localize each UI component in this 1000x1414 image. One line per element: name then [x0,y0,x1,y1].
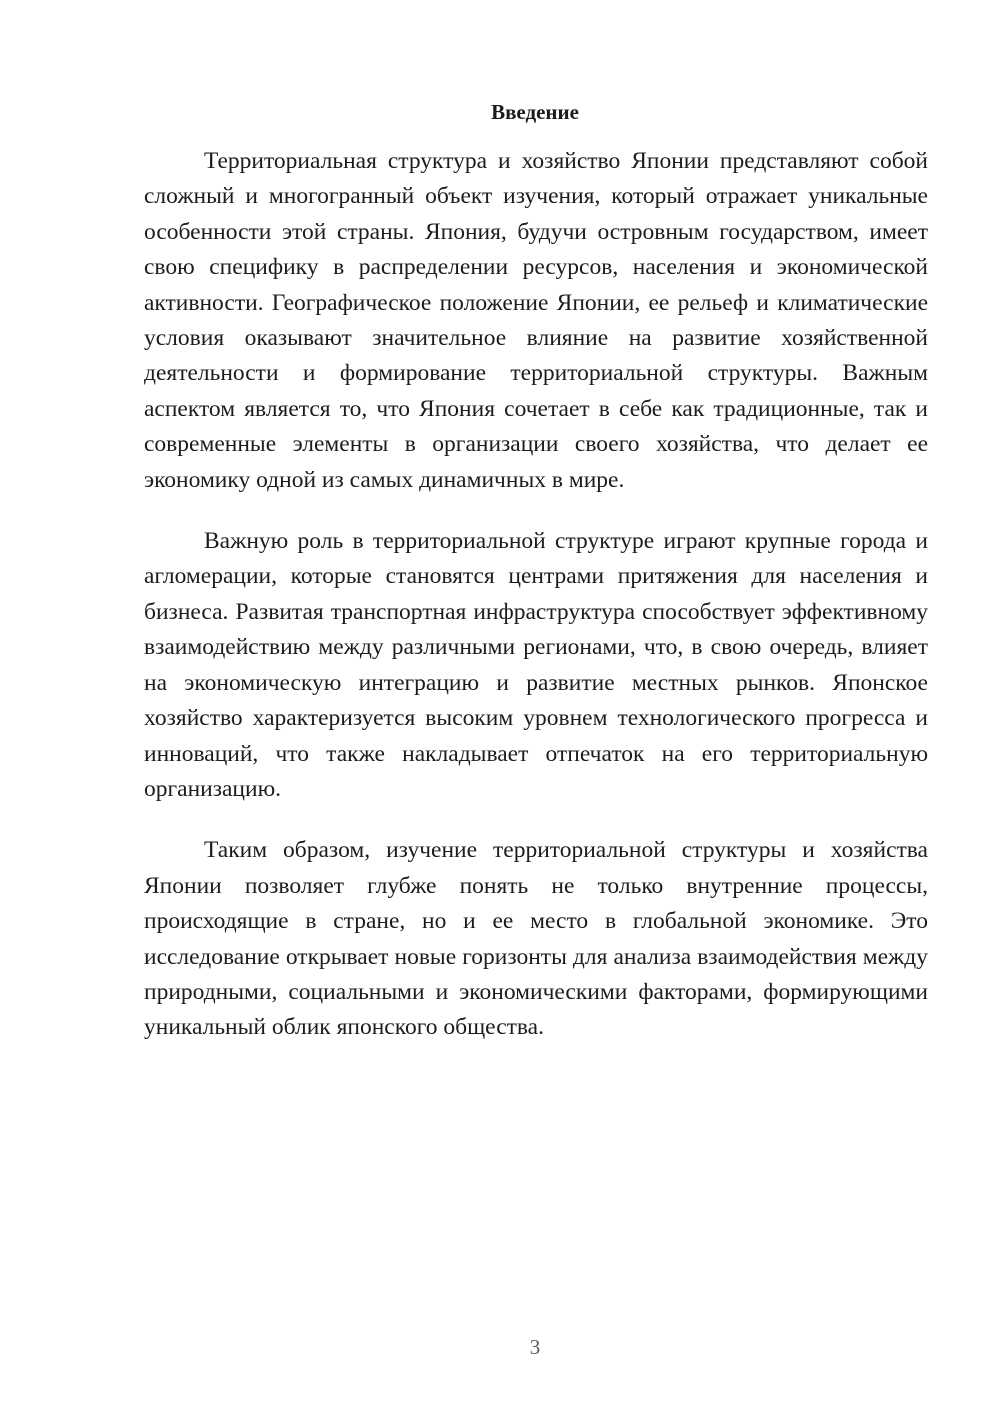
body-text [144,144,928,1072]
paragraph-3: Таким образом, изучение территориальной структуры и хозяйства Японии позволяет глубже понять не только внутренние процессы, происходящие в стране, но и ее место в глобальной экономике. Это исследование открывает новые горизонты для анализа взаимодействия между природными, социальными и экономическими факторами, формирующими уникальный облик японского общества. [144,837,928,1041]
section-title: Введение [491,100,579,124]
paragraph-1: Территориальная структура и хозяйство Японии представляют собой сложный и многогранный объект изучения, который отражает уникальные особенности этой страны. Япония, будучи островным государством, имеет свою специфику в распределении ресурсов, населения и экономической активности. Географическое положение Японии, ее рельеф и климатические условия оказывают значительное влияние на развитие хозяйственной деятельности и формирование территориальной структуры. Важным аспектом является то, что Япония сочетает в себе как традиционные, так и современные элементы в организации своего хозяйства, что делает ее экономику одной из самых динамичных в мире. [144,148,928,493]
paragraph-2: Важную роль в территориальной структуре играют крупные города и агломерации, которые становятся центрами притяжения для населения и бизнеса. Развитая транспортная инфраструктура способствует эффективному взаимодействию между различными регионами, что, в свою очередь, влияет на экономическую интеграцию и развитие местных рынков. Японское хозяйство характеризуется высоким уровнем технологического прогресса и инноваций, что также накладывает отпечаток на его территориальную организацию. [144,528,928,802]
page-number: 3 [529,1335,541,1359]
